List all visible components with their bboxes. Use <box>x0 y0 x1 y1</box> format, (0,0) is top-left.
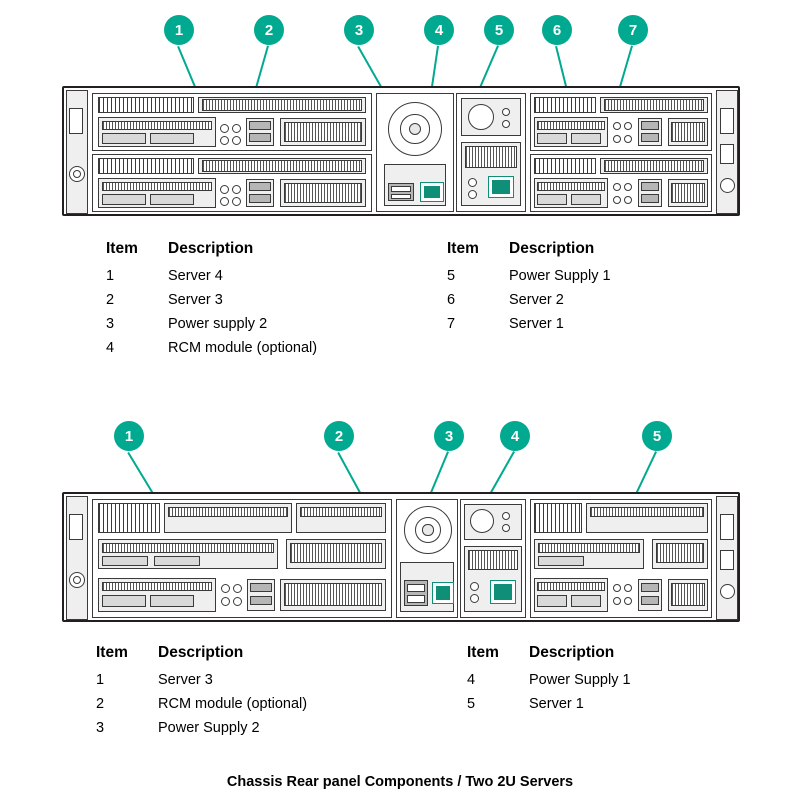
callout-badge-6-top: 6 <box>542 15 572 45</box>
legend-header-top-right <box>447 240 767 258</box>
server-1-port-a <box>537 194 567 205</box>
server-1-led-2 <box>624 183 632 191</box>
server-2-vent <box>534 97 596 113</box>
server-3-usb-1 <box>249 182 271 191</box>
figure-caption: Chassis Rear panel Components / Two 2U Servers <box>226 774 574 790</box>
legend-row-description: Power Supply 1 <box>529 672 631 688</box>
chassis-rear-four-node <box>62 86 740 216</box>
legend-row <box>106 340 426 356</box>
server-2-led-3 <box>613 135 621 143</box>
legend-header-description: Description <box>529 644 615 661</box>
ear2-screw-right <box>720 584 735 599</box>
power-supply-2-usb-1 <box>391 186 411 192</box>
rcm-module-dial-2u <box>470 509 494 533</box>
server2-1-mid-port-a <box>538 556 584 566</box>
server2-3-led-1 <box>221 584 230 593</box>
legend-row-number: 5 <box>467 696 476 712</box>
legend-row <box>447 292 767 308</box>
callout-badge-5-bottom: 5 <box>642 421 672 451</box>
callout-badge-1-bottom: 1 <box>114 421 144 451</box>
server-3-top-tray-vent <box>202 160 362 172</box>
server-3-led-2 <box>232 185 241 194</box>
server2-1-pcie-vent <box>671 583 705 606</box>
server-4-usb-2 <box>249 133 271 142</box>
server-4-port-a <box>102 133 146 144</box>
server2-1-led-3 <box>613 597 621 605</box>
legend-header-item: Item <box>467 644 499 661</box>
callout-badge-4-bottom: 4 <box>500 421 530 451</box>
callout-badge-5-top: 5 <box>484 15 514 45</box>
ear-screw-right <box>720 178 735 193</box>
server2-1-led-4 <box>624 597 632 605</box>
callout-badge-1-top: 1 <box>164 15 194 45</box>
legend-row <box>467 696 787 712</box>
ear-detail-l1 <box>69 108 83 134</box>
rcm-led-3-2u <box>470 582 479 591</box>
legend-row <box>106 316 426 332</box>
server2-1-led-2 <box>624 584 632 592</box>
server-2-pcie-vent <box>671 122 705 142</box>
server-2-led-4 <box>624 135 632 143</box>
server-4-led-3 <box>220 136 229 145</box>
server2-1-vent-left <box>534 503 582 533</box>
legend-row-description: Server 3 <box>158 672 213 688</box>
server-2-port-b <box>571 133 601 144</box>
legend-header-bottom-right <box>467 644 787 662</box>
legend-row-description: Server 1 <box>509 316 564 332</box>
server-3-port-a <box>102 194 146 205</box>
power-supply-2-iec-pins <box>424 186 440 198</box>
legend-table-top-left <box>106 240 426 364</box>
server2-1-mid-card-vent <box>538 543 640 553</box>
rcm-led-2-2u <box>502 524 510 532</box>
server-3-vent <box>98 158 194 174</box>
legend-row <box>106 292 426 308</box>
ear-screw-left-inner <box>73 170 81 178</box>
server-4-ocp-vent <box>102 121 212 130</box>
power-supply-2-fan <box>388 102 442 156</box>
callout-badge-2-bottom: 2 <box>324 421 354 451</box>
server-3-usb-2 <box>249 194 271 203</box>
legend-row-number: 5 <box>447 268 456 284</box>
legend-row-number: 4 <box>467 672 476 688</box>
legend-row <box>447 268 767 284</box>
server2-3-mid-port-a <box>102 556 148 566</box>
server-2-led-1 <box>613 122 621 130</box>
legend-row <box>447 316 767 332</box>
power-supply-2-iec-pins-2u <box>436 586 450 600</box>
server2-3-riser-b-vent <box>300 507 382 517</box>
server-4-top-tray-vent <box>202 99 362 111</box>
legend-row-description: Server 1 <box>529 696 584 712</box>
legend-row-description: RCM module (optional) <box>158 696 308 712</box>
server-1-pcie-vent <box>671 183 705 203</box>
ear2-screw-left-inner <box>73 576 81 584</box>
legend-row-description: Server 2 <box>509 292 564 308</box>
server2-1-riser-a-vent <box>590 507 704 517</box>
callout-badge-3-bottom: 3 <box>434 421 464 451</box>
rcm-led-4 <box>468 190 477 199</box>
legend-row-number: 6 <box>447 292 456 308</box>
legend-row-number: 2 <box>106 292 115 308</box>
server2-1-usb-1 <box>641 583 659 592</box>
legend-row-number: 3 <box>106 316 115 332</box>
server2-1-ocp-vent <box>537 582 605 591</box>
server-1-led-1 <box>613 183 621 191</box>
server2-3-mid-card-vent <box>102 543 274 553</box>
server2-1-port-a <box>537 595 567 607</box>
ear2-detail-r1 <box>720 514 734 540</box>
legend-row-number: 1 <box>96 672 105 688</box>
legend-header-description: Description <box>168 240 254 257</box>
server-2-port-a <box>537 133 567 144</box>
server-4-led-1 <box>220 124 229 133</box>
server2-3-led-2 <box>233 584 242 593</box>
server2-3-riser-a-vent <box>168 507 288 517</box>
legend-table-bottom-left <box>96 644 436 744</box>
legend-row-description: Server 4 <box>168 268 223 284</box>
rcm-power-pins-2u <box>494 584 512 600</box>
legend-header-description: Description <box>158 644 244 661</box>
rcm-power-pins <box>492 180 510 194</box>
legend-row <box>96 696 436 712</box>
server-2-usb-2 <box>641 133 659 142</box>
callout-badge-4-top: 4 <box>424 15 454 45</box>
rcm-led-4-2u <box>470 594 479 603</box>
server-3-led-3 <box>220 197 229 206</box>
legend-row-description: Power supply 2 <box>168 316 268 332</box>
legend-header-item: Item <box>447 240 479 257</box>
legend-row <box>96 672 436 688</box>
legend-row-number: 1 <box>106 268 115 284</box>
server-1-usb-1 <box>641 182 659 191</box>
server-3-pcie-vent <box>284 183 362 203</box>
legend-row-description: RCM module (optional) <box>168 340 318 356</box>
rcm-led-3 <box>468 178 477 187</box>
server-1-ocp-vent <box>537 182 605 191</box>
legend-table-top-right <box>447 240 767 340</box>
server-1-top-tray-vent <box>604 160 704 172</box>
rcm-module-dial <box>468 104 494 130</box>
server-1-led-4 <box>624 196 632 204</box>
server-2-usb-1 <box>641 121 659 130</box>
server-3-led-1 <box>220 185 229 194</box>
power-supply-2-usb-2-2u <box>407 595 425 603</box>
server-4-led-2 <box>232 124 241 133</box>
legend-row-description: Server 3 <box>168 292 223 308</box>
legend-row <box>106 268 426 284</box>
server-4-led-4 <box>232 136 241 145</box>
callout-badge-2-top: 2 <box>254 15 284 45</box>
chassis-rear-two-node <box>62 492 740 622</box>
server-2-led-2 <box>624 122 632 130</box>
legend-row-number: 3 <box>96 720 105 736</box>
server-4-usb-1 <box>249 121 271 130</box>
server2-3-mid-card-2-vent <box>290 543 382 563</box>
server2-1-mid-card-2-vent <box>656 543 704 563</box>
ear-detail-r1 <box>720 108 734 134</box>
legend-row-number: 2 <box>96 696 105 712</box>
legend-header-item: Item <box>96 644 128 661</box>
rcm-led-1 <box>502 108 510 116</box>
rcm-module-vent-2u <box>468 550 518 570</box>
legend-row <box>96 720 436 736</box>
server2-3-port-b <box>150 595 194 607</box>
server-1-vent <box>534 158 596 174</box>
server2-3-vent-left <box>98 503 160 533</box>
legend-row-number: 4 <box>106 340 115 356</box>
server-4-vent <box>98 97 194 113</box>
legend-row-description: Power Supply 1 <box>509 268 611 284</box>
legend-row <box>467 672 787 688</box>
server-2-top-tray-vent <box>604 99 704 111</box>
ear2-detail-l1 <box>69 514 83 540</box>
legend-header-bottom-left <box>96 644 436 662</box>
power-supply-2-usb-1-2u <box>407 584 425 592</box>
server-4-port-b <box>150 133 194 144</box>
server-1-usb-2 <box>641 194 659 203</box>
power-supply-2-fan-2u <box>404 506 452 554</box>
callout-badge-3-top: 3 <box>344 15 374 45</box>
ear-detail-r2 <box>720 144 734 164</box>
legend-header-top-left <box>106 240 426 258</box>
power-supply-2-usb-2 <box>391 194 411 199</box>
server2-3-mid-port-b <box>154 556 200 566</box>
ear2-detail-r2 <box>720 550 734 570</box>
server-3-led-4 <box>232 197 241 206</box>
server2-1-usb-2 <box>641 596 659 605</box>
legend-row-description: Power Supply 2 <box>158 720 260 736</box>
callout-badge-7-top: 7 <box>618 15 648 45</box>
server2-3-pcie-vent <box>284 583 382 606</box>
server2-3-usb-2 <box>250 596 272 605</box>
server2-3-usb-1 <box>250 583 272 592</box>
rcm-led-1-2u <box>502 512 510 520</box>
server-2-ocp-vent <box>537 121 605 130</box>
rcm-module-vent <box>465 146 517 168</box>
server-1-port-b <box>571 194 601 205</box>
server-4-pcie-vent <box>284 122 362 142</box>
server2-1-port-b <box>571 595 601 607</box>
server2-1-led-1 <box>613 584 621 592</box>
legend-header-description: Description <box>509 240 595 257</box>
server2-3-led-3 <box>221 597 230 606</box>
server2-3-port-a <box>102 595 146 607</box>
server2-3-ocp-vent <box>102 582 212 591</box>
server-3-ocp-vent <box>102 182 212 191</box>
server-3-port-b <box>150 194 194 205</box>
legend-header-item: Item <box>106 240 138 257</box>
legend-row-number: 7 <box>447 316 456 332</box>
server-1-led-3 <box>613 196 621 204</box>
legend-table-bottom-right <box>467 644 787 720</box>
rcm-led-2 <box>502 120 510 128</box>
server2-3-led-4 <box>233 597 242 606</box>
